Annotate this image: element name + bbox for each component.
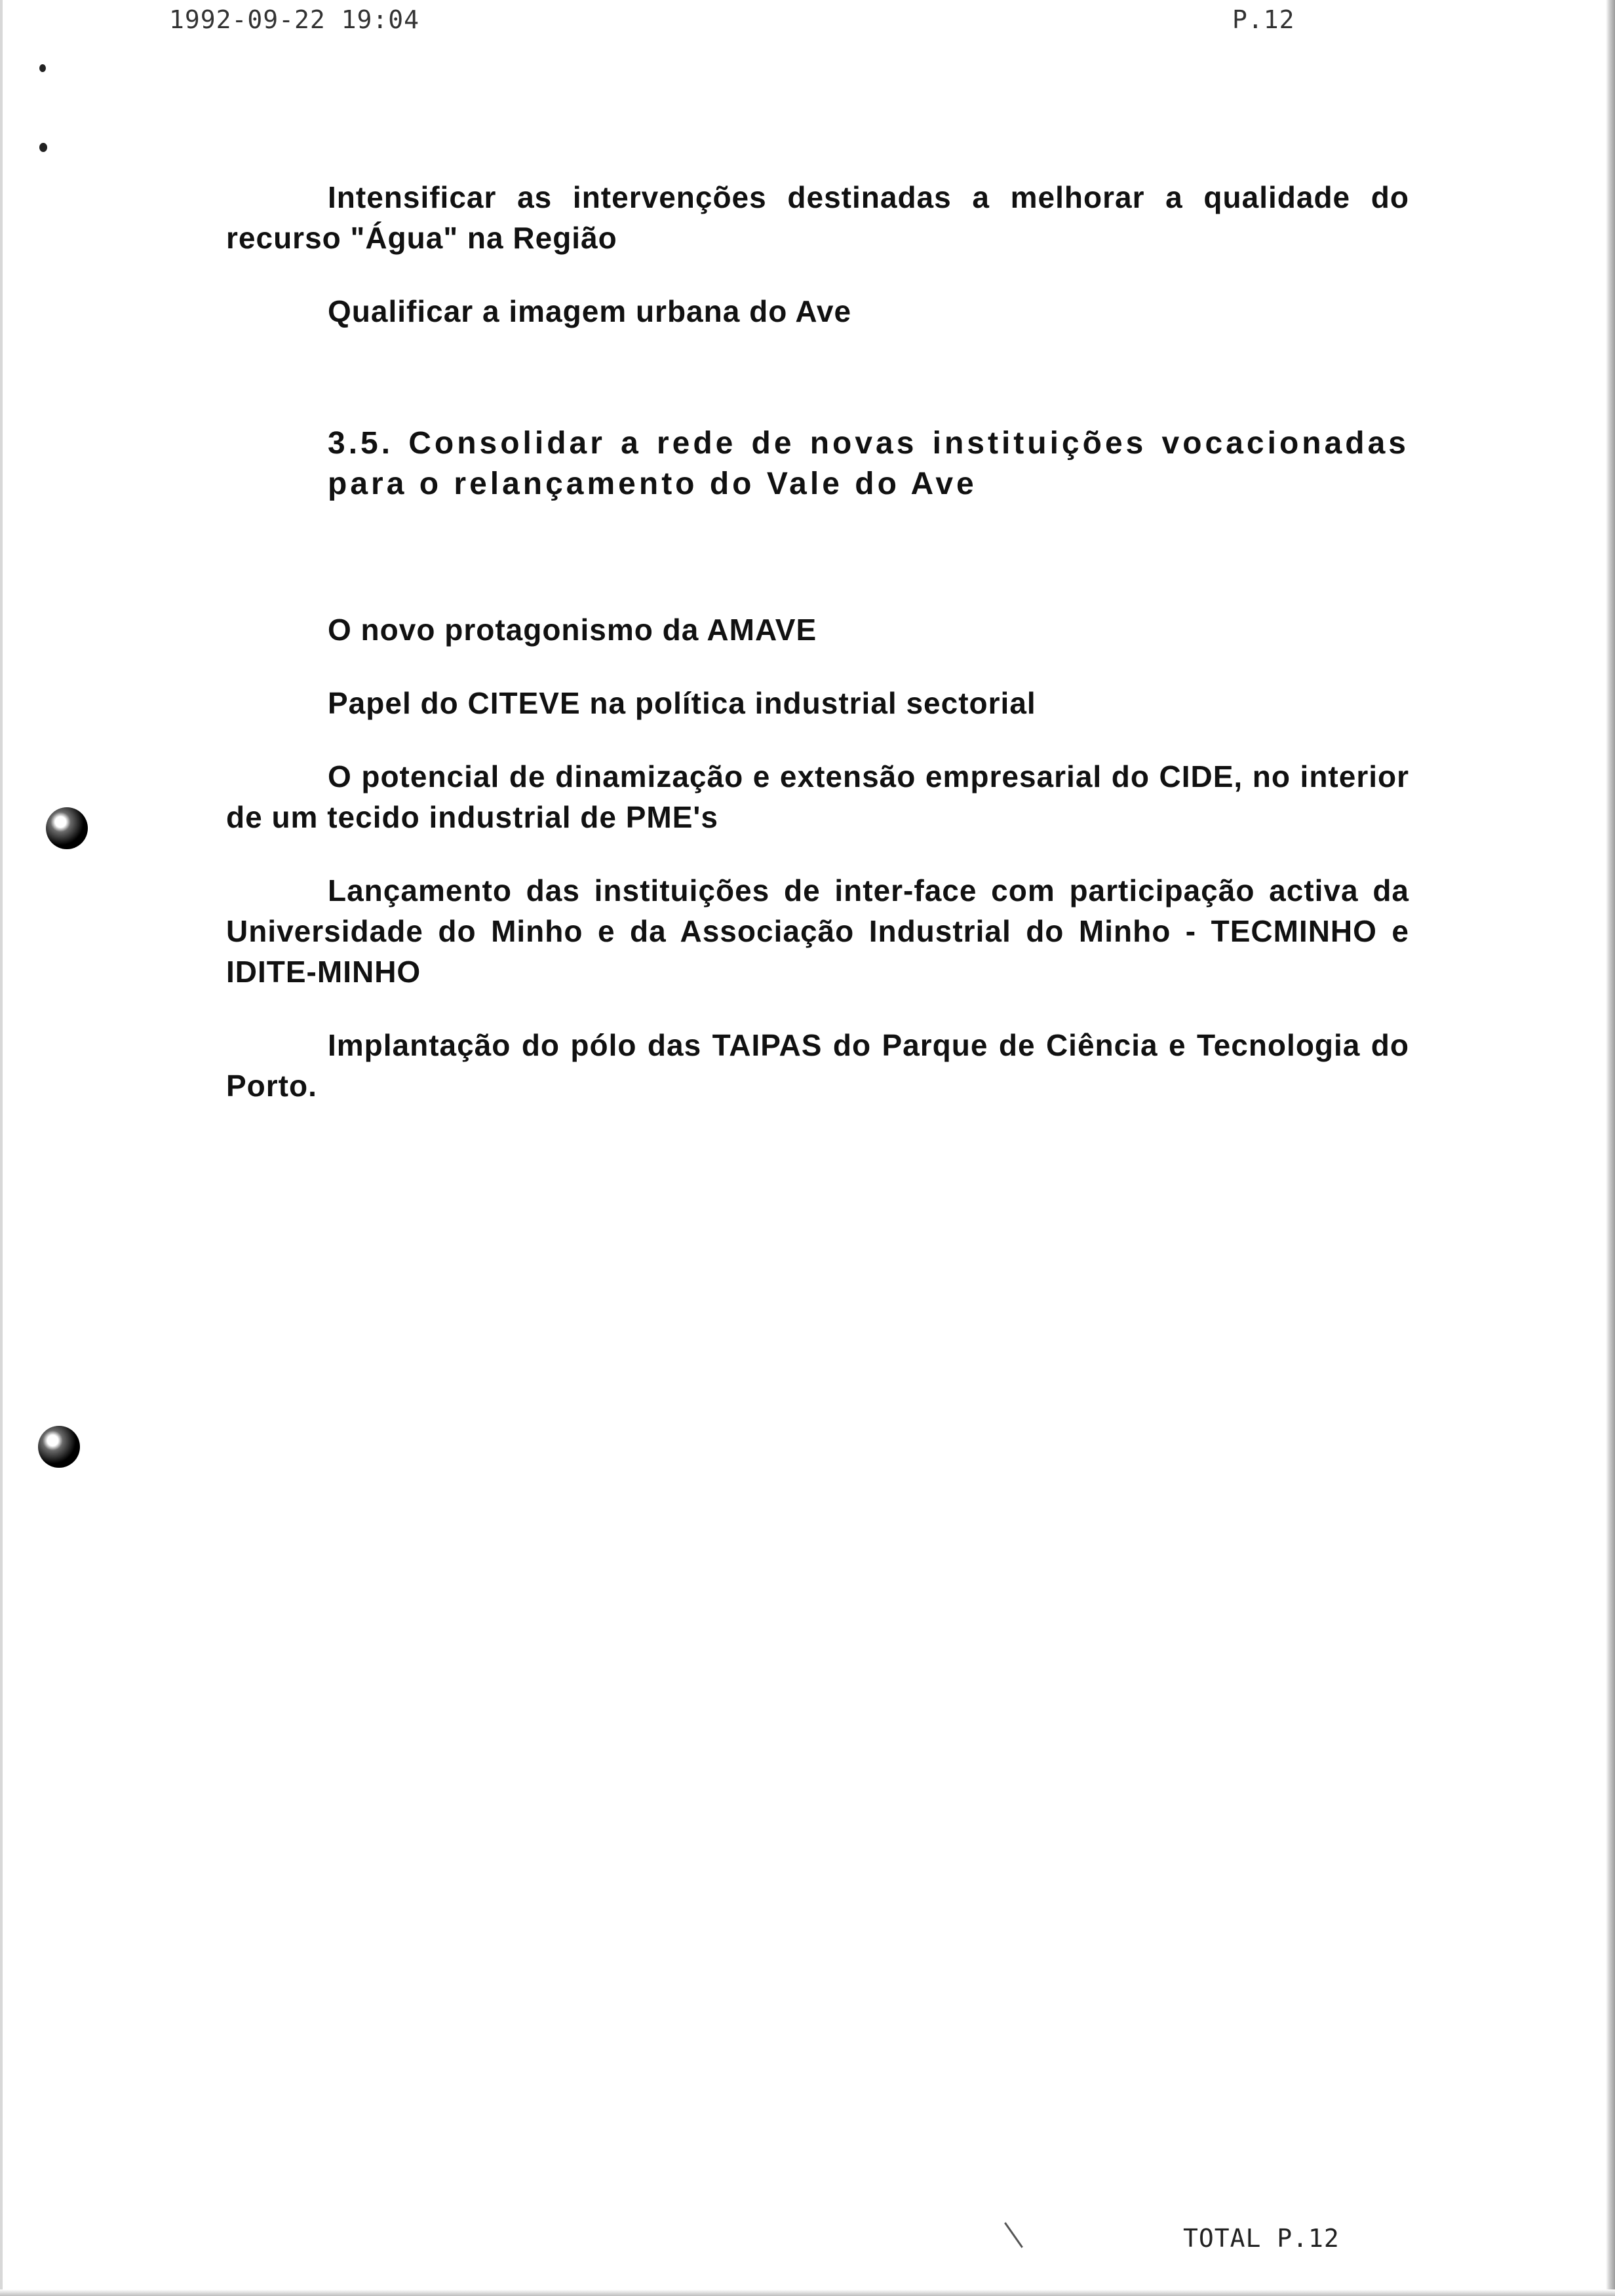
paragraph-taipas: Implantação do pólo das TAIPAS do Parque de Ciência e Tecnologia do Porto.	[226, 1028, 1409, 1103]
fax-total-pages: TOTAL P.12	[1183, 2224, 1340, 2253]
page-edge-bottom	[0, 2289, 1615, 2296]
page-edge-left	[0, 0, 3, 2296]
punch-hole-icon	[46, 807, 88, 849]
paragraph-tecminho: Lançamento das instituições de inter-face com participação activa da Universidade do Minho e da Associação Industrial do Minho - TECMINHO e IDITE-MINHO	[226, 873, 1409, 989]
section-heading: 3.5. Consolidar a rede de novas instituições vocacionadas para o relançamento do Vale do Ave	[328, 426, 1409, 501]
paragraph-cide: O potencial de dinamização e extensão empresarial do CIDE, no interior de um tecido industrial de PME's	[226, 759, 1409, 834]
scan-mark	[1004, 2222, 1023, 2248]
paragraph-water-quality: Intensificar as intervenções destinadas a melhorar a qualidade do recurso "Água" na Região	[226, 180, 1409, 255]
paragraph-citeve: Papel do CITEVE na política industrial sectorial	[328, 686, 1036, 720]
scan-speck	[39, 64, 46, 72]
paragraph-urban-image: Qualificar a imagem urbana do Ave	[328, 294, 852, 328]
document-body	[226, 177, 1409, 1139]
scan-speck	[39, 143, 47, 152]
punch-hole-icon	[38, 1426, 80, 1468]
section-gap	[226, 505, 1409, 609]
page-edge-right	[1606, 0, 1615, 2296]
fax-page-number: P.12	[1232, 5, 1295, 34]
paragraph-amave: O novo protagonismo da AMAVE	[328, 613, 817, 647]
fax-timestamp: 1992-09-22 19:04	[169, 5, 420, 34]
